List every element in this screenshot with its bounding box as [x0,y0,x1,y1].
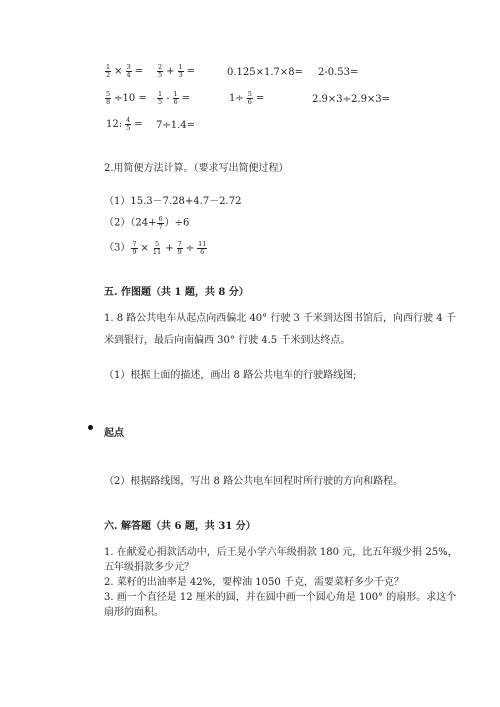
section6-problem-2: 2. 菜籽的出油率是 42%，要榨油 1050 千克，需要菜籽多少千克？ [104,577,404,588]
prefix: （2）（24+ [104,217,157,229]
numerator: 7 [132,240,137,248]
denominator: 6 [200,248,205,256]
fraction [105,91,111,106]
operator: ÷10 = [114,92,147,104]
numerator: 5 [106,90,111,98]
exercise-1-3: 0.125×1.7×8= [227,67,304,78]
fraction [131,241,137,256]
denominator: 5 [126,124,131,132]
section6-title: 六. 解答题（共 6 题，共 31 分） [104,521,256,532]
section5-question-1: （1）根据上面的描述，画出 8 路公共电车的行驶路线图; [104,370,357,381]
section2-problem-2 [104,216,189,231]
section6-problem-3b: 扇形的面积。 [104,607,164,618]
equals: = [255,92,265,104]
start-point-label: 起点 [104,428,124,439]
denominator: 2 [106,71,111,79]
fraction [157,91,163,106]
numerator: 6 [158,215,163,223]
section5-question-2: （2）根据路线图，写出 8 路公共电车回程时所行驶的方向和路程。 [104,476,404,487]
prefix: 1÷ [229,92,244,104]
denominator: 5 [158,71,163,79]
numerator: 4 [126,116,131,124]
numerator: 5 [247,90,252,98]
section2-title: 2.用简便方法计算。（要求写出简便过程） [104,163,289,174]
section6-problem-1b: 五年级捐款多少元？ [104,562,194,573]
prefix: 12: [106,118,123,130]
fraction [247,91,253,106]
equals: = [181,92,191,104]
exercise-1-1 [104,64,145,79]
fraction [157,216,163,231]
numerator: 1 [106,63,111,71]
fraction [152,241,162,256]
denominator: 9 [177,248,182,256]
section6-problem-1a: 1. 在献爱心捐款活动中，后王晃小学六年级捐款 180 元，比五年级少捐 25%， [104,547,458,558]
numerator: 1 [178,63,183,71]
fraction [197,241,207,256]
fraction [173,91,179,106]
section2-problem-1: （1）15.3－7.28+4.7－2.72 [104,196,242,207]
operator: - [166,92,170,104]
fraction [177,241,183,256]
equals: = [186,65,196,77]
denominator: 8 [106,98,111,106]
equals: = [134,118,143,130]
denominator: 11 [152,248,162,256]
exercise-1-2 [156,64,197,79]
exercise-2-1 [104,91,149,106]
fraction [178,64,184,79]
numerator: 11 [198,240,207,248]
exercise-2-3 [227,91,266,106]
operator: + [165,242,174,254]
numerator: 1 [173,90,178,98]
denominator: 4 [126,71,131,79]
exercise-2-2 [156,91,192,106]
denominator: 3 [178,71,183,79]
numerator: 2 [158,63,163,71]
denominator: 7 [158,223,163,231]
denominator: 5 [158,98,163,106]
operator: × [114,65,123,77]
operator: + [166,65,175,77]
numerator: 7 [177,240,182,248]
denominator: 6 [173,98,178,106]
fraction [125,117,131,132]
operator: × [140,242,149,254]
denominator: 9 [132,248,137,256]
exercise-3-1 [104,117,145,132]
operator: ÷ [185,242,195,254]
denominator: 6 [247,98,252,106]
exercise-1-4: 2-0.53= [318,67,359,78]
numerator: 3 [126,63,131,71]
exercise-3-2: 7÷1.4= [156,120,196,131]
fraction [157,64,163,79]
section6-problem-3a: 3. 画一个直径是 12 厘米的圆，并在圆中画一个圆心角是 100° 的扇形。求这个 [104,592,457,603]
section2-problem-3 [104,241,208,256]
section5-line-2: 米到银行，最后向南偏西 30° 行驶 4.5 千米到达终点。 [104,335,351,346]
numerator: 5 [154,240,160,248]
fraction [126,64,132,79]
section5-line-1: 1. 8 路公共电车从起点向西偏北 40° 行驶 3 千米到达图书馆后，向西行驶 4 千 [104,313,456,324]
section5-title: 五. 作图题（共 1 题，共 8 分） [104,287,249,298]
prefix: （3） [104,242,131,254]
suffix: ）÷6 [164,217,190,229]
equals: = [134,65,144,77]
start-point-dot [88,425,93,430]
numerator: 1 [158,90,163,98]
fraction [105,64,111,79]
exercise-2-4: 2.9×3÷2.9×3= [312,94,391,105]
